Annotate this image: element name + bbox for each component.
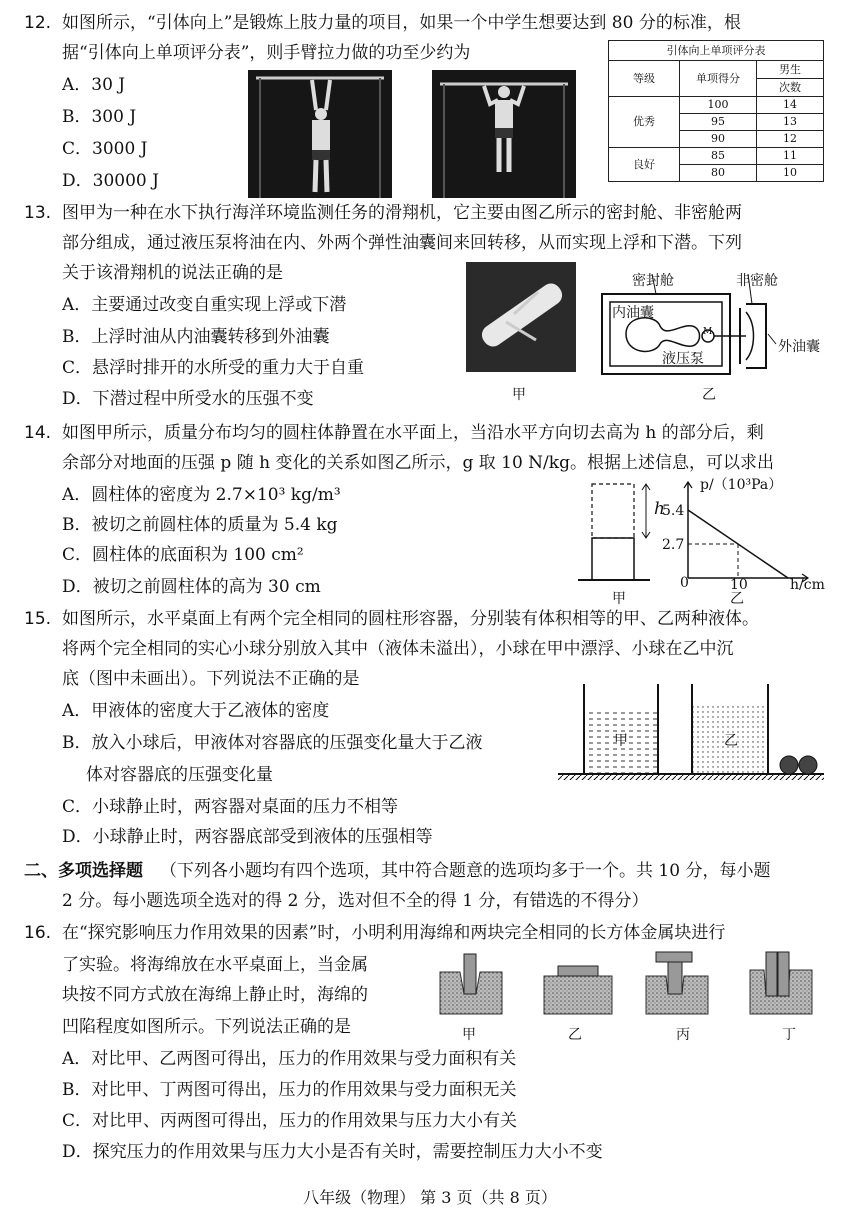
sponge-caption-1: 甲 [462,1027,476,1043]
pullup-score-table [608,40,824,182]
q12-option-d: D．30000 J [62,171,159,191]
motor-symbol: M [703,327,713,337]
q16-number: 16. [24,923,52,943]
table-cell: 14 [757,97,824,114]
containers-diagram [556,680,826,786]
table-header-score: 单项得分 [680,61,757,97]
liquid-b-label: 乙 [724,733,738,749]
q16-stem-line3: 块按不同方式放在海绵上静止时，海绵的 [62,985,368,1005]
q12-option-b: B．300 J [62,107,137,127]
label-outer-oil-bag: 外油囊 [778,339,820,355]
graph-caption: 乙 [730,591,744,607]
q15-number: 15. [24,609,52,629]
q13-option-d: D．下潜过程中所受水的压强不变 [62,389,314,409]
cylinder-caption: 甲 [612,591,626,607]
table-level-good: 良好 [609,148,680,182]
label-inner-oil-bag: 内油囊 [612,305,654,321]
graph-ylabel: p/（10³Pa） [700,477,783,493]
q13-stem-line2: 部分组成，通过液压泵将油在内、外两个弹性油囊间来回转移，从而实现上浮和下潜。下列 [62,233,742,253]
q12-stem-line1: 如图所示，“引体向上”是锻炼上肢力量的项目，如果一个中学生想要达到 80 分的标准，根 [62,13,741,33]
graph-x-tick-10: 10 [730,577,748,593]
label-sealed-cabin: 密封舱 [632,273,674,289]
graph-y-tick-5-4: 5.4 [662,503,685,519]
table-cell: 85 [680,148,757,165]
q13-option-a: A．主要通过改变自重实现上浮或下潜 [62,295,347,315]
section2-desc-line2: 2 分。每小题选项全选对的得 2 分，选对但不全的得 1 分，有错选的不得分） [62,891,649,911]
q16-stem-line2: 了实验。将海绵放在水平桌面上，当金属 [62,955,368,975]
label-unsealed-cabin: 非密舱 [736,273,778,289]
q13-stem-line1: 图甲为一种在水下执行海洋环境监测任务的滑翔机，它主要由图乙所示的密封舱、非密舱两 [62,203,742,223]
q16-option-c: C．对比甲、丙两图可得出，压力的作用效果与压力大小有关 [62,1111,518,1131]
q15-option-b-cont: 体对容器底的压强变化量 [86,765,273,785]
table-cell: 12 [757,131,824,148]
q14-option-c: C．圆柱体的底面积为 100 cm² [62,545,304,565]
table-header-boys: 男生 [757,61,824,79]
q16-option-b: B．对比甲、丁两图可得出，压力的作用效果与受力面积无关 [62,1080,517,1100]
sponge-caption-2: 乙 [568,1027,582,1043]
section2-title: 二、多项选择题 [24,861,143,881]
liquid-a-label: 甲 [614,733,628,749]
q12-option-a: A．30 J [62,75,126,95]
table-cell: 13 [757,114,824,131]
q12-option-c: C．3000 J [62,139,148,159]
table-header-count: 次数 [757,79,824,97]
q15-stem-line2: 将两个完全相同的实心小球分别放入其中（液体未溢出），小球在甲中漂浮、小球在乙中沉 [62,639,734,659]
graph-y-tick-2-7: 2.7 [662,537,685,553]
table-cell: 11 [757,148,824,165]
q15-option-b: B．放入小球后，甲液体对容器底的压强变化量大于乙液 [62,733,483,753]
table-cell: 90 [680,131,757,148]
q13-stem-line3: 关于该滑翔机的说法正确的是 [62,263,283,283]
section2-desc-line1: （下列各小题均有四个选项，其中符合题意的选项均多于一个。共 10 分，每小题 [160,861,771,881]
sponge-caption-4: 丁 [782,1027,796,1043]
cut-height-label: h [654,499,665,519]
q16-stem-line1: 在“探究影响压力作用效果的因素”时，小明利用海绵和两块完全相同的长方体金属块进行 [62,923,726,943]
q15-option-a: A．甲液体的密度大于乙液体的密度 [62,701,330,721]
glider-caption-b: 乙 [702,387,716,403]
q14-option-d: D．被切之前圆柱体的高为 30 cm [62,577,321,597]
q12-number: 12. [24,13,52,33]
glider-photo [466,262,576,372]
q14-stem-line1: 如图甲所示，质量分布均匀的圆柱体静置在水平面上，当沿水平方向切去高为 h 的部分后，剩 [62,423,764,443]
q14-option-a: A．圆柱体的密度为 2.7×10³ kg/m³ [62,485,341,505]
q12-stem-line2: 据“引体向上单项评分表”，则手臂拉力做的功至少约为 [62,43,471,63]
q15-stem-line3: 底（图中未画出）。下列说法不正确的是 [62,669,360,689]
q16-stem-line4: 凹陷程度如图所示。下列说法正确的是 [62,1017,351,1037]
sponge-diagrams [432,948,832,1018]
q16-option-a: A．对比甲、乙两图可得出，压力的作用效果与受力面积有关 [62,1049,517,1069]
pullup-photo-up [432,70,576,198]
q13-number: 13. [24,203,52,223]
table-cell: 10 [757,165,824,182]
q15-option-c: C．小球静止时，两容器对桌面的压力不相等 [62,797,399,817]
q13-option-c: C．悬浮时排开的水所受的重力大于自重 [62,358,365,378]
graph-origin: 0 [680,575,689,591]
table-header-level: 等级 [609,61,680,97]
graph-xlabel: h/cm [790,577,825,593]
q14-option-b: B．被切之前圆柱体的质量为 5.4 kg [62,515,338,535]
table-title: 引体向上单项评分表 [609,41,824,61]
label-hydraulic-pump: 液压泵 [662,351,704,367]
cylinder-diagram [576,476,676,586]
pullup-photo-hanging [248,70,392,198]
q14-stem-line2: 余部分对地面的压强 p 随 h 变化的关系如图乙所示，g 取 10 N/kg。根据上述信息，可以求出 [62,453,774,473]
q15-option-d: D．小球静止时，两容器底部受到液体的压强相等 [62,827,433,847]
q15-stem-line1: 如图所示，水平桌面上有两个完全相同的圆柱形容器，分别装有体积相等的甲、乙两种液体。 [62,609,759,629]
table-cell: 95 [680,114,757,131]
glider-caption-a: 甲 [512,387,526,403]
page-footer: 八年级（物理） 第 3 页（共 8 页） [303,1188,557,1207]
table-cell: 100 [680,97,757,114]
q16-option-d: D．探究压力的作用效果与压力大小是否有关时，需要控制压力大小不变 [62,1142,603,1162]
q14-number: 14. [24,423,52,443]
table-level-excellent: 优秀 [609,97,680,148]
q13-option-b: B．上浮时油从内油囊转移到外油囊 [62,327,330,347]
sponge-caption-3: 丙 [676,1027,690,1043]
table-cell: 80 [680,165,757,182]
